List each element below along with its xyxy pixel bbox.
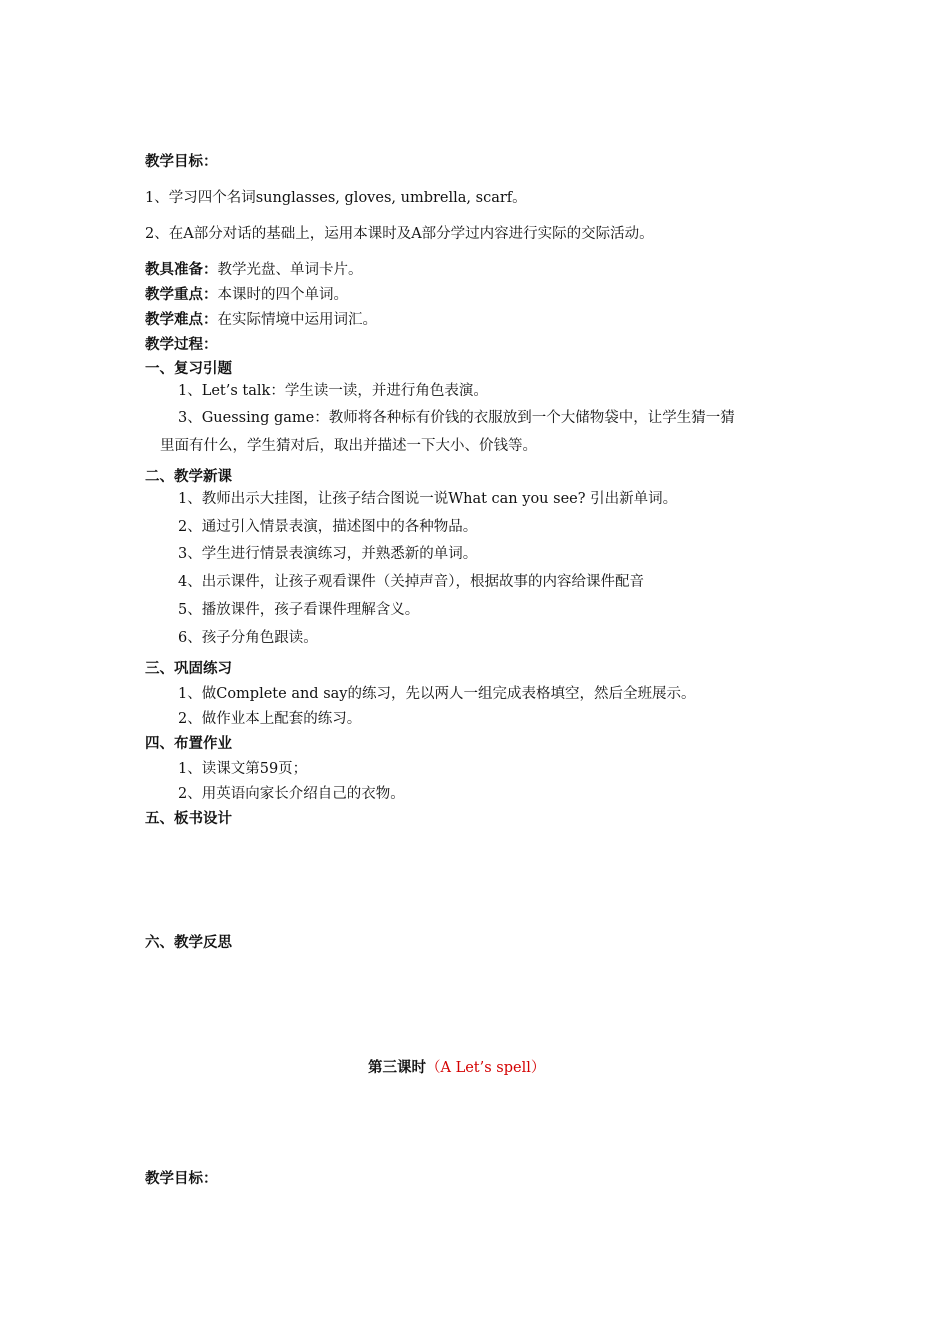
process-heading: 教学过程： — [145, 336, 218, 353]
review-item-1: 1、Let’s talk：学生读一读，并进行角色表演。 — [178, 383, 488, 399]
prep-text: 教学光盘、单词卡片。 — [217, 262, 363, 278]
section-board-title: 五、板书设计 — [145, 810, 232, 827]
objectives-heading: 教学目标： — [145, 153, 218, 170]
section-reflection-title: 六、教学反思 — [145, 934, 232, 951]
section-homework-title: 四、布置作业 — [145, 735, 232, 752]
difficulty-line — [145, 310, 377, 330]
section-review-title: 一、复习引题 — [145, 360, 232, 377]
objective-2: 2、在A部分对话的基础上，运用本课时及A部分学过内容进行实际的交际活动。 — [145, 226, 654, 242]
review-item-2: 3、Guessing game：教师将各种标有价钱的衣服放到一个大储物袋中，让学生猜一猜 — [178, 410, 735, 426]
key-label: 教学重点： — [145, 286, 218, 303]
difficulty-label: 教学难点： — [145, 311, 218, 328]
homework-item-2: 2、用英语向家长介绍自己的衣物。 — [178, 786, 405, 802]
lesson3-heading — [368, 1058, 545, 1078]
lesson3-subtitle: （A Let’s spell） — [426, 1060, 546, 1076]
new-item-1: 1、教师出示大挂图，让孩子结合图说一说What can you see? 引出新单词。 — [178, 491, 678, 507]
lesson3-title: 第三课时 — [368, 1059, 426, 1076]
section-practice-title: 三、巩固练习 — [145, 660, 232, 677]
objectives-heading-2: 教学目标： — [145, 1170, 218, 1187]
new-item-3: 3、学生进行情景表演练习，并熟悉新的单词。 — [178, 546, 478, 562]
prep-label: 教具准备： — [145, 261, 218, 278]
new-item-2: 2、通过引入情景表演，描述图中的各种物品。 — [178, 519, 478, 535]
key-line — [145, 285, 348, 305]
key-text: 本课时的四个单词。 — [217, 287, 348, 303]
objective-1: 1、学习四个名词sunglasses, gloves, umbrella, scarf。 — [145, 190, 527, 206]
difficulty-text: 在实际情境中运用词汇。 — [217, 312, 377, 328]
new-item-4: 4、出示课件，让孩子观看课件（关掉声音），根据故事的内容给课件配音 — [178, 574, 644, 590]
homework-item-1: 1、读课文第59页； — [178, 761, 308, 777]
prep-line — [145, 260, 363, 280]
review-item-2-cont: 里面有什么，学生猜对后，取出并描述一下大小、价钱等。 — [160, 438, 537, 454]
new-item-6: 6、孩子分角色跟读。 — [178, 630, 318, 646]
practice-item-2: 2、做作业本上配套的练习。 — [178, 711, 362, 727]
section-new-title: 二、教学新课 — [145, 468, 232, 485]
new-item-5: 5、播放课件，孩子看课件理解含义。 — [178, 602, 420, 618]
practice-item-1: 1、做Complete and say的练习，先以两人一组完成表格填空，然后全班展示。 — [178, 686, 696, 702]
